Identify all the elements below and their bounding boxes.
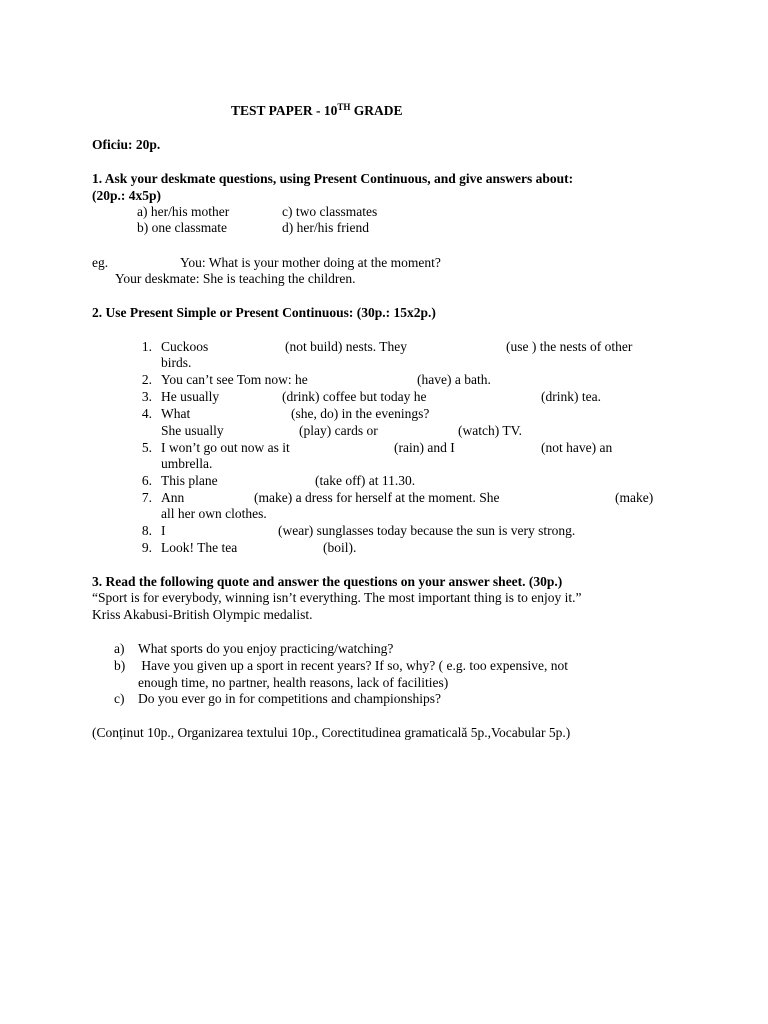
item-text: (watch) TV. — [458, 423, 522, 438]
item-number: 2. — [141, 372, 152, 387]
item-text: He usually — [161, 389, 220, 404]
ex1-option-d: d) her/his friend — [282, 220, 369, 235]
item-text: (make) a dress for herself at the moment. She — [254, 490, 500, 505]
item-text: all her own clothes. — [161, 506, 267, 521]
item-text: (not build) nests. They — [285, 339, 407, 354]
item-number: 1. — [141, 339, 152, 354]
ex3-heading: 3. Read the following quote and answer the questions on your answer sheet. (30p.) — [92, 574, 563, 589]
example-label: eg. — [92, 255, 109, 270]
item-text: umbrella. — [161, 456, 213, 471]
scoring-criteria: (Conținut 10p., Organizarea textului 10p., Corectitudinea gramaticală 5p.,Vocabular 5p.) — [92, 725, 571, 740]
item-number: 4. — [141, 406, 152, 421]
item-text: You can’t see Tom now: he — [161, 372, 308, 387]
ex1-option-c: c) two classmates — [282, 204, 378, 219]
ex2-heading: 2. Use Present Simple or Present Continuous: (30p.: 15x2p.) — [92, 305, 436, 320]
item-text: (drink) tea. — [541, 389, 601, 404]
question-b-line1: Have you given up a sport in recent years? If so, why? ( e.g. too expensive, not — [138, 658, 568, 673]
item-text: (take off) at 11.30. — [315, 473, 416, 488]
item-text: (make) — [615, 490, 654, 505]
question-label-b: b) — [114, 658, 126, 673]
question-b-line2: enough time, no partner, health reasons, lack of facilities) — [138, 675, 449, 690]
example-deskmate: Your deskmate: She is teaching the children. — [115, 271, 356, 286]
item-text: I — [161, 523, 166, 538]
ex1-heading-line1: 1. Ask your deskmate questions, using Present Continuous, and give answers about: — [92, 171, 574, 186]
item-text: This plane — [161, 473, 218, 488]
title-sup: TH — [337, 102, 351, 112]
item-number: 9. — [141, 540, 152, 555]
item-number: 3. — [141, 389, 152, 404]
item-text: (play) cards or — [299, 423, 378, 438]
item-number: 8. — [141, 523, 152, 538]
quote-text: “Sport is for everybody, winning isn’t everything. The most important thing is to enjoy it.” — [92, 590, 582, 605]
item-text: Ann — [161, 490, 185, 505]
oficiu-score: Oficiu: 20p. — [92, 137, 161, 152]
title-main: TEST PAPER - 10 — [231, 103, 338, 118]
item-text: Cuckoos — [161, 339, 209, 354]
ex1-option-a: a) her/his mother — [137, 204, 230, 219]
item-text: (wear) sunglasses today because the sun is very strong. — [278, 523, 576, 538]
page-title — [231, 103, 403, 120]
item-number: 7. — [141, 490, 152, 505]
item-text: (she, do) in the evenings? — [291, 406, 430, 421]
question-a: What sports do you enjoy practicing/watching? — [138, 641, 394, 656]
item-text: (not have) an — [541, 440, 613, 455]
item-text: (rain) and I — [394, 440, 455, 455]
item-text: (drink) coffee but today he — [282, 389, 427, 404]
item-text: I won’t go out now as it — [161, 440, 290, 455]
item-text: (use ) the nests of other — [506, 339, 633, 354]
item-text: birds. — [161, 355, 192, 370]
question-c: Do you ever go in for competitions and championships? — [138, 691, 441, 706]
item-text: What — [161, 406, 191, 421]
ex1-heading-line2: (20p.: 4x5p) — [92, 188, 162, 203]
ex1-option-b: b) one classmate — [137, 220, 227, 235]
example-you: You: What is your mother doing at the moment? — [180, 255, 441, 270]
question-label-c: c) — [114, 691, 125, 706]
item-text: Look! The tea — [161, 540, 238, 555]
title-rest: GRADE — [350, 103, 403, 118]
item-text: (have) a bath. — [417, 372, 491, 387]
item-text: (boil). — [323, 540, 357, 555]
quote-author: Kriss Akabusi-British Olympic medalist. — [92, 607, 313, 622]
item-number: 6. — [141, 473, 152, 488]
item-text: She usually — [161, 423, 224, 438]
item-number: 5. — [141, 440, 152, 455]
question-label-a: a) — [114, 641, 125, 656]
